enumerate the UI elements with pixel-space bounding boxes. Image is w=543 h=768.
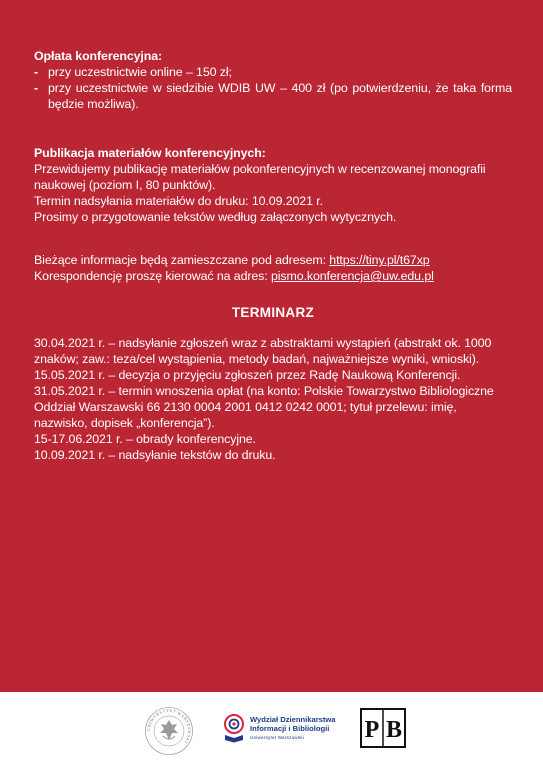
bullet-dash: - [34, 81, 39, 95]
fee-item-text: przy uczestnictwie w siedzibie WDIB UW – 400 zł (po potwierdzeniu, że taka forma będzie możliwa). [48, 81, 512, 111]
wdib-wordmark [250, 715, 336, 742]
schedule-entry: 15-17.06.2021 r. – obrady konferencyjne. [34, 432, 256, 446]
publication-guidelines: Prosimy o przygotowanie tekstów według załączonych wytycznych. [34, 210, 397, 224]
contact-line [34, 268, 512, 284]
updates-line [34, 252, 512, 268]
publication-deadline: Termin nadsyłania materiałów do druku: 10.09.2021 r. [34, 194, 323, 208]
wdib-logo [222, 710, 342, 746]
updates-link[interactable]: https://tiny.pl/t67xp [329, 253, 430, 267]
schedule-entry: 30.04.2021 r. – nadsyłanie zgłoszeń wraz z abstraktami wystąpień (abstrakt ok. 1000 znaków; zaw.: teza/cel wystąpienia, metody badań, najważniejsze wyniki, wnioski). [34, 336, 492, 366]
university-seal-logo [144, 706, 194, 756]
contact-email-link[interactable]: pismo.konferencja@uw.edu.pl [270, 269, 434, 283]
fee-item-online [34, 64, 512, 80]
updates-prefix: Bieżące informacje będą zamieszczane pod adresem: [34, 253, 330, 267]
bullet-dash: - [34, 65, 39, 79]
ptb-logo [360, 708, 406, 748]
logo-footer [0, 692, 543, 768]
svg-text:UNIWERSYTET WARSZAWSKI: UNIWERSYTET WARSZAWSKI [145, 707, 193, 745]
wdib-emblem-icon [222, 713, 246, 743]
wdib-line-3: Uniwersytet Warszawski [250, 734, 305, 740]
schedule-entry: 31.05.2021 r. – termin wnoszenia opłat (na konto: Polskie Towarzystwo Bibliologiczne Oddział Warszawski 66 2130 0004 2001 0412 0242 0001; tytuł przelewu: imię, nazwisko, dopisek „konferencja”). [34, 384, 494, 430]
fee-item-onsite [34, 80, 512, 112]
contact-prefix: Korespondencję proszę kierować na adres: [34, 269, 271, 283]
fee-item-text: przy uczestnictwie online – 150 zł; [48, 65, 232, 79]
svg-text:B: B [385, 717, 403, 743]
fees-heading: Opłata konferencyjna: [34, 49, 163, 63]
schedule-entry: 10.09.2021 r. – nadsyłanie tekstów do druku. [34, 448, 276, 462]
publication-text: Przewidujemy publikację materiałów pokonferencyjnych w recenzowanej monografii naukowej (poziom I, 80 punktów). [34, 162, 486, 192]
wdib-line-1: Wydział Dziennikarstwa [250, 714, 336, 724]
schedule-entry: 15.05.2021 r. – decyzja o przyjęciu zgłoszeń przez Radę Naukową Konferencji. [34, 368, 461, 382]
publication-heading: Publikacja materiałów konferencyjnych: [34, 146, 266, 160]
svg-text:P: P [364, 717, 380, 743]
schedule-title: TERMINARZ [231, 305, 315, 320]
wdib-line-2: Informacji i Bibliologii [250, 723, 330, 733]
content-column [34, 48, 512, 463]
